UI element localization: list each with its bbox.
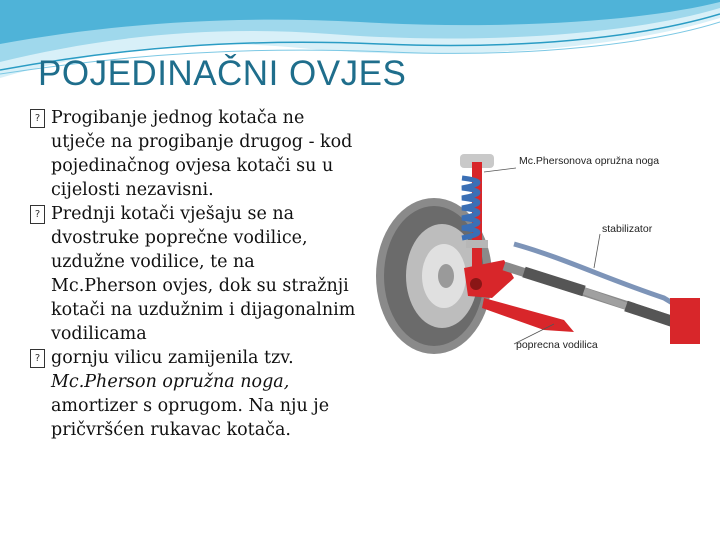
bullet-text-3-start: gornju vilicu zamijenila tzv. bbox=[51, 348, 294, 368]
bullet-item-3 bbox=[30, 346, 360, 442]
label-control-arm: poprecna vodilica bbox=[516, 339, 598, 351]
mcpherson-suspension-figure bbox=[364, 148, 706, 358]
bullet-text-3-end: amortizer s oprugom. Na nju je pričvršćen rukavac kotača. bbox=[51, 396, 330, 440]
label-stabilizer: stabilizator bbox=[602, 223, 653, 235]
bullet-glyph-icon: ? bbox=[30, 349, 45, 368]
bullet-item-2 bbox=[30, 202, 360, 346]
slide-title: POJEDINAČNI OVJES bbox=[38, 54, 407, 93]
bullet-glyph-icon: ? bbox=[30, 205, 45, 224]
bullet-text-2: Prednji kotači vješaju se na dvostruke poprečne vodilice, uzdužne vodilice, te na Mc.Pherson ovjes, dok su stražnji kotači na uzdužnim i dijagonalnim vodilicama bbox=[51, 204, 356, 344]
bullet-glyph-icon: ? bbox=[30, 109, 45, 128]
bullet-item-1 bbox=[30, 106, 360, 202]
bullet-text-1: Progibanje jednog kotača ne utječe na progibanje drugog - kod pojedinačnog ovjesa kotači su u cijelosti nezavisni. bbox=[51, 108, 353, 200]
bullet-list bbox=[30, 106, 360, 442]
bullet-text-3 bbox=[51, 346, 360, 442]
label-strut: Mc.Phersonova opružna noga bbox=[519, 155, 660, 167]
bullet-text-3-italic: Mc.Pherson opružna noga, bbox=[51, 372, 290, 392]
